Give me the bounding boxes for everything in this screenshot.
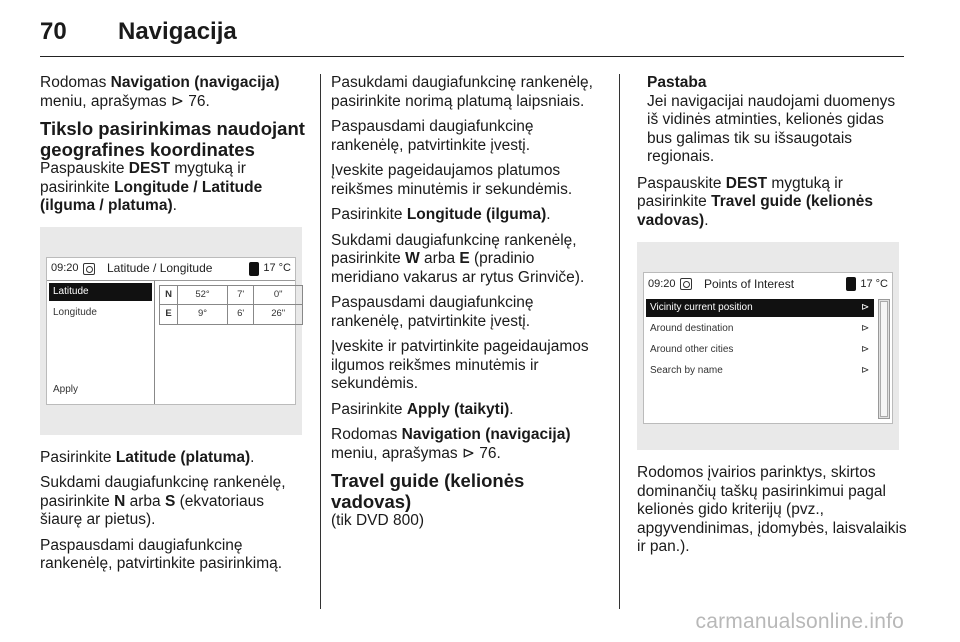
navigation-icon xyxy=(83,263,95,275)
page-ref-icon: ⊳ xyxy=(170,92,189,110)
screen-title: Points of Interest xyxy=(704,276,795,291)
paragraph: Rodomas Navigation (navigacija) meniu, aprašymas ⊳ 76. xyxy=(40,74,280,110)
column-1 xyxy=(40,74,310,581)
temperature: 17 °C xyxy=(846,275,888,294)
latitude-longitude-screenshot xyxy=(40,227,302,435)
screen-panel xyxy=(47,280,295,404)
scrollbar-thumb xyxy=(880,301,888,417)
thermometer-icon xyxy=(846,277,856,291)
thermometer-icon xyxy=(249,262,259,276)
screen-title: Latitude / Longitude xyxy=(107,261,213,276)
paragraph: Pasirinkite Latitude (platuma). xyxy=(40,448,255,466)
poi-list xyxy=(646,299,874,383)
points-of-interest-screenshot xyxy=(637,242,899,450)
paragraph: Paspauskite DEST mygtuką ir pasirinkite Travel guide (kelionės vadovas). xyxy=(637,174,874,229)
header-rule xyxy=(40,56,904,57)
scrollbar xyxy=(878,299,890,419)
chevron-right-icon: ⊳ xyxy=(861,365,870,376)
page-header xyxy=(40,18,237,48)
page-number: 70 xyxy=(40,18,67,45)
section-heading: Travel guide (kelionės vadovas) xyxy=(331,470,525,512)
paragraph: Rodomas Navigation (navigacija) meniu, aprašymas ⊳ 76. xyxy=(331,426,571,462)
list-item: Vicinity current position ⊳ xyxy=(646,299,874,317)
section-heading: Tikslo pasirinkimas naudojant geografines koordinates xyxy=(40,118,305,160)
paragraph: Pasirinkite Apply (taikyti). xyxy=(331,400,514,418)
paragraph: Įveskite pageidaujamos platumos reikšmes minutėmis ir sekundėmis. xyxy=(331,162,573,198)
table-row: N 52° 7' 0" xyxy=(160,285,303,305)
paragraph: Sukdami daugiafunkcinę rankenėlę, pasirinkite N arba S (ekvatoriaus šiaurę ar pietus). xyxy=(40,474,286,528)
chevron-right-icon: ⊳ xyxy=(861,344,870,355)
note-box xyxy=(637,74,907,167)
page-ref-icon: ⊳ xyxy=(461,444,480,462)
column-3 xyxy=(637,74,907,564)
paragraph: Rodomos įvairios parinktys, skirtos dominančių taškų pasirinkimui pagal kelionės gido kriterijų (pvz., apgyvendinimas, įdomybės, laisvalaikis ir pan.). xyxy=(637,464,907,555)
note-text: Jei navigacijai naudojami duomenys iš vidinės atminties, kelionės gidas bus galimas tik su išsaugotais regionais. xyxy=(647,92,896,165)
column-divider xyxy=(619,74,620,609)
menu-item-latitude: Latitude xyxy=(49,283,152,301)
menu-item-longitude: Longitude xyxy=(53,306,97,318)
paragraph: Įveskite ir patvirtinkite pageidaujamos ilgumos reikšmes minutėmis ir sekundėmis. xyxy=(331,338,589,392)
table-row: E 9° 6' 26" xyxy=(160,305,303,325)
menu-item-apply: Apply xyxy=(53,383,79,395)
list-item: Around other cities ⊳ xyxy=(646,341,874,359)
column-divider xyxy=(320,74,321,609)
display-screen xyxy=(643,272,893,424)
chevron-right-icon: ⊳ xyxy=(861,302,870,313)
paragraph: Paspauskite DEST mygtuką ir pasirinkite Longitude / Latitude (ilguma / platuma). xyxy=(40,160,263,214)
clock: 09:20 xyxy=(51,262,79,275)
list-item: Around destination ⊳ xyxy=(646,320,874,338)
note-title: Pastaba xyxy=(647,74,707,91)
navigation-icon xyxy=(680,278,692,290)
paragraph: Sukdami daugiafunkcinę rankenėlę, pasirinkite W arba E (pradinio meridiano vakarus ar rytus Grinviče). xyxy=(331,231,585,286)
status-bar xyxy=(47,258,295,280)
paragraph: Paspausdami daugiafunkcinę rankenėlę, patvirtinkite įvestį. xyxy=(331,294,534,330)
paragraph: Paspausdami daugiafunkcinę rankenėlę, patvirtinkite pasirinkimą. xyxy=(40,536,283,572)
column-2 xyxy=(331,74,606,531)
status-bar xyxy=(644,273,892,295)
page-title: Navigacija xyxy=(118,18,237,45)
paragraph: Pasirinkite Longitude (ilguma). xyxy=(331,206,551,223)
list-item: Search by name ⊳ xyxy=(646,362,874,380)
temperature: 17 °C xyxy=(249,259,291,278)
chevron-right-icon: ⊳ xyxy=(861,323,870,334)
watermark: carmanualsonline.info xyxy=(695,610,904,633)
paragraph: Pasukdami daugiafunkcinę rankenėlę, pasirinkite norimą platumą laipsniais. xyxy=(331,74,593,110)
subheading-note: (tik DVD 800) xyxy=(331,512,425,529)
paragraph: Paspausdami daugiafunkcinę rankenėlę, patvirtinkite įvestį. xyxy=(331,118,534,154)
coordinate-grid xyxy=(159,285,303,325)
menu-list xyxy=(47,281,155,404)
display-screen xyxy=(46,257,296,405)
clock: 09:20 xyxy=(648,277,676,290)
